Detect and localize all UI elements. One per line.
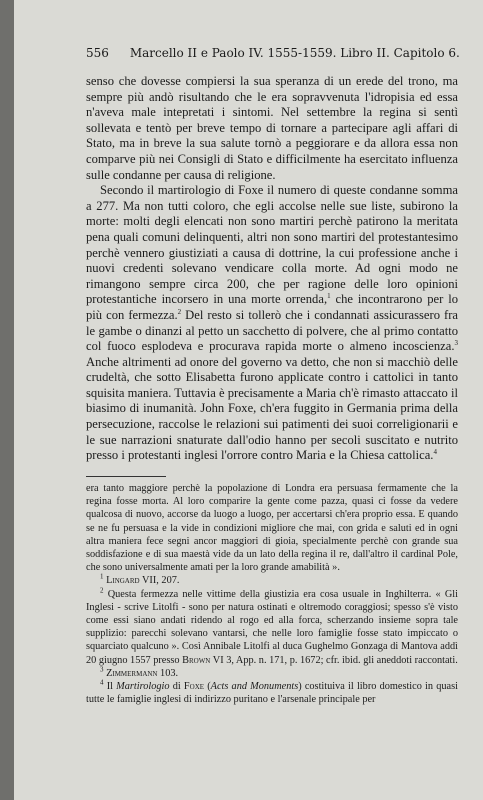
- paragraph-1: senso che dovesse compiersi la sua speranza di un erede del trono, ma sempre più andò risultando che le era sopravvenuta l'idropisia ed essa n'aveva male intepretati i sintomi. Nel settembre la regina si sentì sollevata e tentò per breve tempo di tornare a partecipare agli affari di Stato, ma in breve la sua salute tornò a peggiorare e da allora essa non comparve più nei Consigli di Stato e difficilmente ha esercitato influenza sulle condanne per causa di religione.: [86, 74, 458, 182]
- footnote-4-pre: Il: [106, 681, 117, 693]
- footnote-3-author: Zimmermann: [106, 667, 158, 679]
- paragraph-2: [86, 183, 458, 464]
- footnote-2-text: Questa fermezza nelle vittime della giustizia era cosa usuale in Inghilterra. « Gli Inglesi - scrive Litolfi - sono per natura ostinati e oltremodo coraggiosi; spesso s'è visto come essi siano andati ridendo al rogo ed alla forca, scherzando insieme sopra tale supplizio: parecchi solevano vantarsi, che nelle loro famiglie fosse stato impiccato o squarciato qualcuno ». Così Annibale Litolfi al duca Gughelmo Gonzaga di Mantova addì 20 giugno 1557 presso: [86, 588, 458, 666]
- footnote-ref-4[interactable]: 4: [433, 448, 437, 457]
- footnote-ref-1[interactable]: 1: [327, 292, 331, 301]
- footnote-4-paren: (: [204, 681, 211, 693]
- footnote-2-rest: VI 3, App. n. 171, p. 1672; cfr. ibid. gli aneddoti raccontati.: [210, 654, 458, 666]
- footnotes: [86, 482, 458, 706]
- book-page: [14, 0, 483, 800]
- paragraph-2-part-c: Del resto si tollerò che i condannati assicurassero fra le gambe o dinanzi al petto un sacchetto di polvere, che al primo contatto col fuoco esplodeva e procurava rapida morte o almeno incoscienza.: [86, 307, 458, 354]
- footnote-4: [86, 680, 458, 706]
- footnote-mark-2: 2: [100, 586, 104, 595]
- footnote-4-author: Foxe: [183, 681, 205, 693]
- footnote-1-author: Lingard: [106, 575, 140, 587]
- running-title: Marcello II e Paolo IV. 1555-1559. Libro II. Capitolo 6.: [129, 46, 460, 60]
- paragraph-2-part-b: che incontrarono per lo più con fermezza.: [86, 292, 458, 322]
- footnote-4-title-1: Martirologio: [116, 681, 170, 693]
- footnote-4-title-2: Acts and Monuments: [210, 681, 299, 693]
- footnote-ref-2[interactable]: 2: [177, 307, 182, 316]
- paragraph-2-part-a: Secondo il martirologio di Foxe il numero di queste condanne somma a 277. Ma non tutti coloro, che egli accolse nelle sue liste, subirono la morte: molti degli elencati non sono martiri perchè patirono la meritata pena quali comuni delinquenti, altri non sono martiri del protestantesimo perchè vennero giustiziati a causa di dottrine, la cui professione anche i nuovi credenti solevano vendicare colla morte. Ad ogni modo ne rimangono sempre circa 200, che per ragione delle loro opinioni protestantiche incorsero in una morte orrenda,: [86, 183, 458, 307]
- footnote-3: [86, 667, 458, 680]
- footnote-3-text: 103.: [157, 667, 179, 679]
- footnote-divider: [86, 476, 166, 477]
- footnote-4-text: ) costituiva il libro domestico in quasi tutte le famiglie inglesi di indirizzo puritano e l'arsenale principale per: [86, 681, 458, 706]
- page-number: 556: [86, 46, 109, 60]
- footnote-1-text: VII, 207.: [139, 575, 180, 587]
- footnote-2-author: Brown: [182, 654, 211, 666]
- footnote-mark-4: 4: [100, 678, 104, 687]
- footnote-2: [86, 588, 458, 667]
- footnote-ref-3[interactable]: 3: [454, 338, 458, 347]
- running-header: [86, 46, 466, 60]
- footnote-1: [86, 574, 458, 587]
- footnote-4-mid: di: [169, 681, 184, 693]
- footnote-mark-1: 1: [100, 573, 104, 581]
- paragraph-2-part-d: Anche altrimenti ad onore del governo va detto, che non si macchiò delle crudeltà, che sotto Elisabetta furono applicate contro i cattolici in tanto squisita maniera. Tuttavia è precisamente a Maria ch'è rimasto attaccato il biasimo di inumanità. John Foxe, ch'era fuggito in Germania prima della persecuzione, raccolse le relazioni sui patimenti dei suoi correligionarii e le sue narrazioni snaturate dall'odio hanno per secoli suscitato e nutrito presso i protestanti inglesi l'orrore contro Maria e la Chiesa cattolica.: [86, 354, 458, 463]
- page-edge: [0, 0, 14, 800]
- main-text: [86, 74, 458, 464]
- footnote-mark-3: 3: [100, 665, 104, 674]
- footnote-continuation: era tanto maggiore perchè la popolazione di Londra era persuasa fermamente che la regina fosse morta. Al loro comparire la gente come pazza, quasi ci fosse da vedere qualcosa di nuovo, accorse da luogo a luogo, per accertarsi ch'era proprio essa. E quando se ne fu persuasa e la vide in condizioni migliore che mai, con grida e saluti ed in ogni altra maniera fece segni ancor maggiori di gioia, specialmente perchè con grande sua soddisfazione e di sua maestà vide da un lato della regina il re, dall'altro il cardinal Pole, che sono universalmente amati per la loro grande amabilità ».: [86, 483, 458, 574]
